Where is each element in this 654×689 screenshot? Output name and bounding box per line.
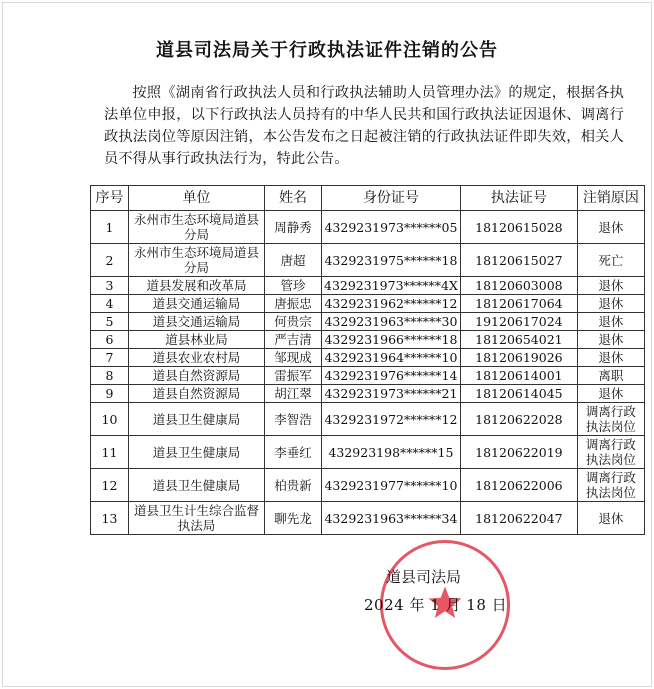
cell-reason: 退休: [577, 277, 644, 295]
cell-id-number: 4329231976******14: [322, 367, 461, 385]
header-name: 姓名: [265, 186, 322, 211]
table-row: [91, 367, 645, 385]
announcement-paragraph: 按照《湖南省行政执法人员和行政执法辅助人员管理办法》的规定，根据各执法单位申报，以下行政执法人员持有的中华人民共和国行政执法证因退休、调离行政执法岗位等原因注销，本公告发布之日起被注销的行政执法证件即失效，相关人员不得从事行政执法行为，特此公告。: [104, 85, 624, 167]
cell-reason: 退休: [577, 349, 644, 367]
document-title: 道县司法局关于行政执法证件注销的公告: [156, 40, 498, 61]
cell-id-number: 4329231964******10: [322, 349, 461, 367]
cell-name: 邹现成: [265, 349, 322, 367]
table-row: [91, 403, 645, 436]
cell-id-number: 4329231963******30: [322, 313, 461, 331]
header-reason: 注销原因: [577, 186, 644, 211]
cell-name: 严吉清: [265, 331, 322, 349]
table-row: [91, 277, 645, 295]
header-id-number: 身份证号: [322, 186, 461, 211]
cell-license-number: 18120654021: [460, 331, 577, 349]
cell-unit: 道县卫生健康局: [129, 436, 265, 469]
cell-license-number: 18120615028: [460, 211, 577, 244]
cell-license-number: 18120622006: [460, 469, 577, 502]
cell-index: 6: [91, 331, 129, 349]
table-row: [91, 313, 645, 331]
cell-reason: 退休: [577, 295, 644, 313]
cell-unit: 道县自然资源局: [129, 367, 265, 385]
signature-organization: 道县司法局: [386, 568, 462, 586]
cell-index: 5: [91, 313, 129, 331]
cell-index: 7: [91, 349, 129, 367]
cell-reason: 死亡: [577, 244, 644, 277]
table-row: [91, 244, 645, 277]
cell-name: 周静秀: [265, 211, 322, 244]
cell-name: 胡江翠: [265, 385, 322, 403]
cell-unit: 道县农业农村局: [129, 349, 265, 367]
table-row: [91, 469, 645, 502]
cell-license-number: 19120617024: [460, 313, 577, 331]
cell-id-number: 4329231977******10: [322, 469, 461, 502]
cell-unit: 道县林业局: [129, 331, 265, 349]
table-row: [91, 211, 645, 244]
table-row: [91, 349, 645, 367]
cell-unit: 道县卫生健康局: [129, 469, 265, 502]
cell-name: 聊先龙: [265, 502, 322, 535]
cell-license-number: 18120614001: [460, 367, 577, 385]
cell-license-number: 18120614045: [460, 385, 577, 403]
cell-id-number: 4329231975******18: [322, 244, 461, 277]
table-row: [91, 502, 645, 535]
cell-name: 李智浩: [265, 403, 322, 436]
cell-license-number: 18120622028: [460, 403, 577, 436]
cell-unit: 永州市生态环境局道县分局: [129, 211, 265, 244]
cell-name: 柏贵新: [265, 469, 322, 502]
cell-reason: 退休: [577, 385, 644, 403]
cell-reason: 离职: [577, 367, 644, 385]
cell-index: 10: [91, 403, 129, 436]
cell-name: 唐超: [265, 244, 322, 277]
cell-index: 8: [91, 367, 129, 385]
announcement-date: 2024 年 1 月 18 日: [364, 596, 508, 614]
cell-unit: 道县交通运输局: [129, 295, 265, 313]
cell-id-number: 4329231973******21: [322, 385, 461, 403]
cell-id-number: 4329231973******4X: [322, 277, 461, 295]
cell-unit: 道县自然资源局: [129, 385, 265, 403]
cell-unit: 永州市生态环境局道县分局: [129, 244, 265, 277]
cell-id-number: 4329231973******05: [322, 211, 461, 244]
cell-license-number: 18120603008: [460, 277, 577, 295]
cell-index: 9: [91, 385, 129, 403]
cell-license-number: 18120617064: [460, 295, 577, 313]
table-header-row: [91, 186, 645, 211]
cell-reason: 调离行政执法岗位: [577, 469, 644, 502]
cell-name: 唐振忠: [265, 295, 322, 313]
cell-license-number: 18120619026: [460, 349, 577, 367]
cell-index: 13: [91, 502, 129, 535]
cell-reason: 退休: [577, 313, 644, 331]
cell-id-number: 4329231972******12: [322, 403, 461, 436]
header-unit: 单位: [129, 186, 265, 211]
cell-id-number: 4329231962******12: [322, 295, 461, 313]
cell-name: 雷振军: [265, 367, 322, 385]
cell-name: 何贵宗: [265, 313, 322, 331]
cell-license-number: 18120622047: [460, 502, 577, 535]
cell-unit: 道县交通运输局: [129, 313, 265, 331]
cell-reason: 调离行政执法岗位: [577, 436, 644, 469]
cell-name: 李垂红: [265, 436, 322, 469]
cell-id-number: 4329231963******34: [322, 502, 461, 535]
cell-name: 管珍: [265, 277, 322, 295]
cell-index: 1: [91, 211, 129, 244]
cell-id-number: 432923198******15: [322, 436, 461, 469]
cell-unit: 道县发展和改革局: [129, 277, 265, 295]
cell-license-number: 18120615027: [460, 244, 577, 277]
table-row: [91, 385, 645, 403]
cell-id-number: 4329231966******18: [322, 331, 461, 349]
table-row: [91, 295, 645, 313]
table-row: [91, 331, 645, 349]
cell-unit: 道县卫生健康局: [129, 403, 265, 436]
cell-index: 4: [91, 295, 129, 313]
cell-reason: 退休: [577, 502, 644, 535]
table-row: [91, 436, 645, 469]
cell-reason: 退休: [577, 211, 644, 244]
cell-reason: 调离行政执法岗位: [577, 403, 644, 436]
header-index: 序号: [91, 186, 129, 211]
revocation-table: [90, 185, 645, 535]
cell-unit: 道县卫生计生综合监督执法局: [129, 502, 265, 535]
cell-index: 2: [91, 244, 129, 277]
cell-index: 12: [91, 469, 129, 502]
cell-index: 11: [91, 436, 129, 469]
cell-reason: 退休: [577, 331, 644, 349]
cell-index: 3: [91, 277, 129, 295]
header-license-number: 执法证号: [460, 186, 577, 211]
cell-license-number: 18120622019: [460, 436, 577, 469]
